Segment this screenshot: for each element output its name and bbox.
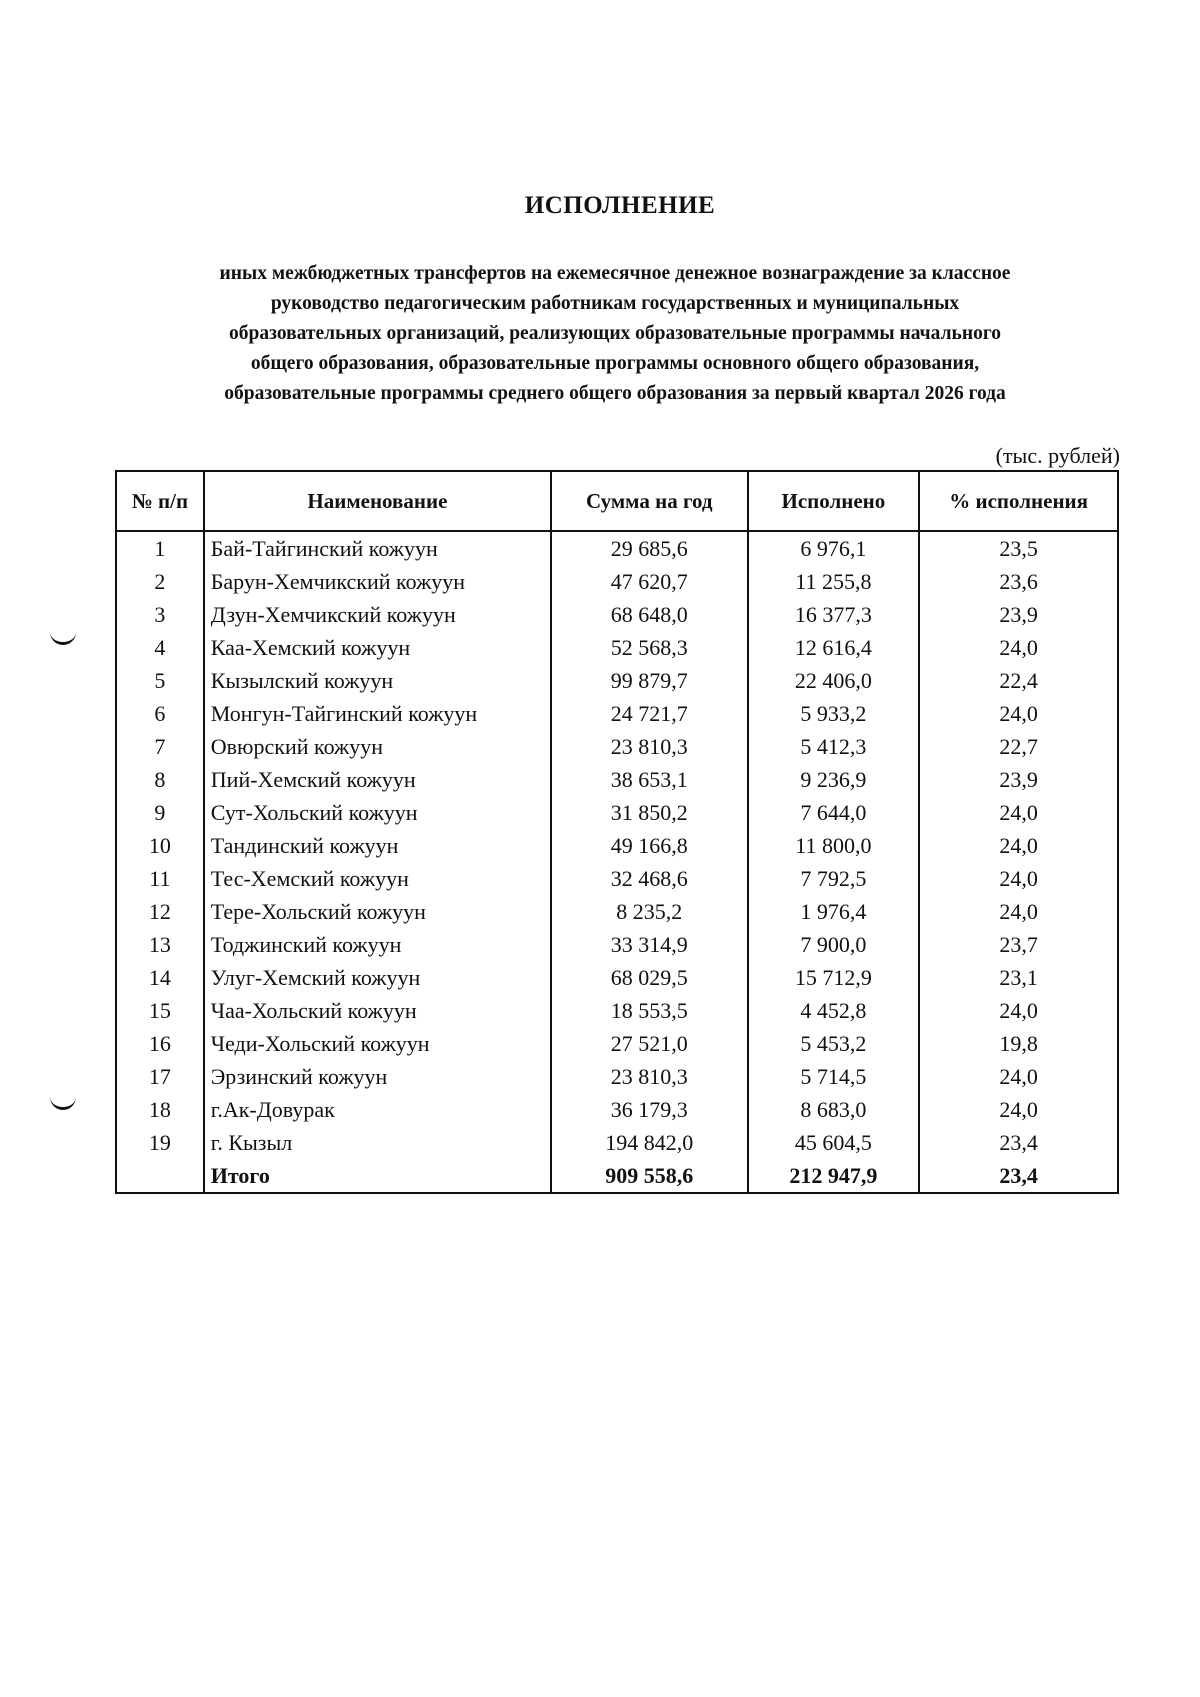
row-number: 5 [116,664,204,697]
row-name: Тоджинский кожуун [204,928,551,961]
row-number: 18 [116,1093,204,1126]
row-executed: 15 712,9 [748,961,920,994]
row-number: 13 [116,928,204,961]
row-name: Каа-Хемский кожуун [204,631,551,664]
table-row [116,664,1118,697]
row-annual-sum: 24 721,7 [551,697,748,730]
table-row [116,531,1118,565]
row-annual-sum: 33 314,9 [551,928,748,961]
row-percent: 24,0 [919,994,1118,1027]
scan-mark [50,630,76,645]
subtitle-line: общего образования, образовательные программы основного общего образования, [250,353,980,374]
table-row [116,697,1118,730]
row-annual-sum: 99 879,7 [551,664,748,697]
row-executed: 9 236,9 [748,763,920,796]
table-header-row [116,471,1118,531]
table-row [116,598,1118,631]
row-executed: 11 255,8 [748,565,920,598]
row-name: Барун-Хемчикский кожуун [204,565,551,598]
row-executed: 7 900,0 [748,928,920,961]
table-row [116,631,1118,664]
table-row [116,862,1118,895]
row-number: 7 [116,730,204,763]
row-percent: 24,0 [919,862,1118,895]
document-subtitle [130,259,1100,409]
subtitle-line: образовательные программы среднего общего образования за первый квартал 2026 года [224,383,1006,404]
row-percent: 23,9 [919,763,1118,796]
row-annual-sum: 52 568,3 [551,631,748,664]
table-row [116,730,1118,763]
row-executed: 6 976,1 [748,531,920,565]
row-executed: 7 644,0 [748,796,920,829]
row-name: Улуг-Хемский кожуун [204,961,551,994]
row-number: 6 [116,697,204,730]
row-name: Бай-Тайгинский кожуун [204,531,551,565]
row-annual-sum: 27 521,0 [551,1027,748,1060]
row-name: Тес-Хемский кожуун [204,862,551,895]
row-name: Монгун-Тайгинский кожуун [204,697,551,730]
row-name: г. Кызыл [204,1126,551,1159]
row-executed: 5 933,2 [748,697,920,730]
row-annual-sum: 68 648,0 [551,598,748,631]
row-annual-sum: 68 029,5 [551,961,748,994]
row-executed: 5 412,3 [748,730,920,763]
row-annual-sum: 49 166,8 [551,829,748,862]
row-number: 1 [116,531,204,565]
row-executed: 1 976,4 [748,895,920,928]
table-row [116,1060,1118,1093]
scan-mark [50,1095,76,1110]
table-row [116,1126,1118,1159]
row-percent: 24,0 [919,631,1118,664]
header-execution-percent: % исполнения [919,471,1118,531]
row-percent: 24,0 [919,1093,1118,1126]
table-row [116,928,1118,961]
row-percent: 24,0 [919,829,1118,862]
units-label: (тыс. рублей) [995,443,1120,468]
row-annual-sum: 38 653,1 [551,763,748,796]
row-executed: 4 452,8 [748,994,920,1027]
row-executed: 5 453,2 [748,1027,920,1060]
subtitle-line: образовательных организаций, реализующих образовательные программы начального [229,323,1001,344]
row-number: 15 [116,994,204,1027]
header-number: № п/п [116,471,204,531]
total-annual-sum: 909 558,6 [551,1159,748,1193]
row-name: Эрзинский кожуун [204,1060,551,1093]
total-row [116,1159,1118,1193]
row-annual-sum: 23 810,3 [551,1060,748,1093]
row-annual-sum: 36 179,3 [551,1093,748,1126]
table-row [116,961,1118,994]
row-annual-sum: 194 842,0 [551,1126,748,1159]
row-name: Овюрский кожуун [204,730,551,763]
row-percent: 23,7 [919,928,1118,961]
row-percent: 24,0 [919,1060,1118,1093]
page-title: ИСПОЛНЕНИЕ [524,192,716,219]
row-executed: 16 377,3 [748,598,920,631]
row-percent: 23,5 [919,531,1118,565]
row-number: 10 [116,829,204,862]
row-percent: 24,0 [919,796,1118,829]
subtitle-line: руководство педагогическим работникам государственных и муниципальных [270,293,960,314]
subtitle-line: иных межбюджетных трансфертов на ежемесячное денежное вознаграждение за классное [219,263,1011,284]
row-percent: 22,4 [919,664,1118,697]
row-executed: 11 800,0 [748,829,920,862]
total-executed: 212 947,9 [748,1159,920,1193]
row-name: Чеди-Хольский кожуун [204,1027,551,1060]
total-percent: 23,4 [919,1159,1118,1193]
row-name: Сут-Хольский кожуун [204,796,551,829]
row-number: 11 [116,862,204,895]
row-annual-sum: 29 685,6 [551,531,748,565]
row-name: г.Ак-Довурак [204,1093,551,1126]
row-name: Тандинский кожуун [204,829,551,862]
row-percent: 22,7 [919,730,1118,763]
row-annual-sum: 23 810,3 [551,730,748,763]
table-row [116,1093,1118,1126]
row-number: 16 [116,1027,204,1060]
row-number: 3 [116,598,204,631]
row-executed: 12 616,4 [748,631,920,664]
row-executed: 5 714,5 [748,1060,920,1093]
table-row [116,565,1118,598]
table-row [116,796,1118,829]
total-number [116,1159,204,1193]
row-executed: 22 406,0 [748,664,920,697]
row-percent: 24,0 [919,697,1118,730]
row-annual-sum: 32 468,6 [551,862,748,895]
total-label: Итого [204,1159,551,1193]
row-percent: 24,0 [919,895,1118,928]
row-percent: 23,1 [919,961,1118,994]
table-row [116,763,1118,796]
row-annual-sum: 18 553,5 [551,994,748,1027]
row-annual-sum: 31 850,2 [551,796,748,829]
execution-table [115,470,1119,1194]
row-executed: 45 604,5 [748,1126,920,1159]
table-row [116,1027,1118,1060]
row-number: 8 [116,763,204,796]
header-executed: Исполнено [748,471,920,531]
row-number: 9 [116,796,204,829]
row-number: 4 [116,631,204,664]
row-percent: 23,9 [919,598,1118,631]
row-percent: 23,4 [919,1126,1118,1159]
header-annual-sum: Сумма на год [551,471,748,531]
table-row [116,994,1118,1027]
table-row [116,895,1118,928]
row-number: 2 [116,565,204,598]
row-number: 12 [116,895,204,928]
row-name: Тере-Хольский кожуун [204,895,551,928]
row-number: 14 [116,961,204,994]
row-name: Кызылский кожуун [204,664,551,697]
row-name: Пий-Хемский кожуун [204,763,551,796]
row-executed: 7 792,5 [748,862,920,895]
table-row [116,829,1118,862]
row-executed: 8 683,0 [748,1093,920,1126]
row-number: 17 [116,1060,204,1093]
row-name: Дзун-Хемчикский кожуун [204,598,551,631]
row-name: Чаа-Хольский кожуун [204,994,551,1027]
header-name: Наименование [204,471,551,531]
row-percent: 19,8 [919,1027,1118,1060]
row-annual-sum: 47 620,7 [551,565,748,598]
row-percent: 23,6 [919,565,1118,598]
row-number: 19 [116,1126,204,1159]
row-annual-sum: 8 235,2 [551,895,748,928]
